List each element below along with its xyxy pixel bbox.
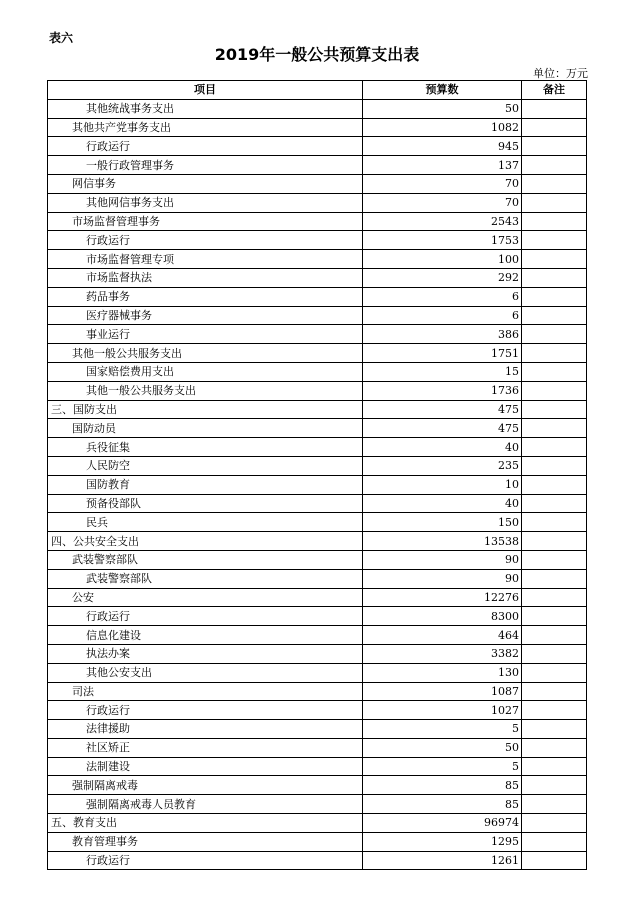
table-row — [48, 776, 587, 795]
row-item-name: 教育管理事务 — [48, 832, 363, 851]
table-row — [48, 193, 587, 212]
row-budget-amount: 137 — [363, 156, 522, 175]
row-item-name: 民兵 — [48, 513, 363, 532]
table-row — [48, 532, 587, 551]
row-budget-amount: 5 — [363, 720, 522, 739]
row-remark — [522, 494, 587, 513]
table-row — [48, 137, 587, 156]
unit-label: 单位：万元 — [533, 67, 588, 80]
row-item-name: 其他共产党事务支出 — [48, 118, 363, 137]
row-budget-amount: 90 — [363, 569, 522, 588]
row-remark — [522, 569, 587, 588]
table-row — [48, 287, 587, 306]
row-item-name: 五、教育支出 — [48, 814, 363, 833]
row-item-name: 国防动员 — [48, 419, 363, 438]
row-remark — [522, 400, 587, 419]
header-row — [48, 81, 587, 100]
row-item-name: 社区矫正 — [48, 738, 363, 757]
table-row — [48, 513, 587, 532]
row-budget-amount: 6 — [363, 306, 522, 325]
row-remark — [522, 250, 587, 269]
row-budget-amount: 12276 — [363, 588, 522, 607]
table-row — [48, 438, 587, 457]
row-item-name: 其他公安支出 — [48, 663, 363, 682]
row-remark — [522, 419, 587, 438]
row-budget-amount: 3382 — [363, 644, 522, 663]
table-row — [48, 569, 587, 588]
table-row — [48, 720, 587, 739]
row-budget-amount: 150 — [363, 513, 522, 532]
row-remark — [522, 795, 587, 814]
row-item-name: 其他统战事务支出 — [48, 99, 363, 118]
row-budget-amount: 13538 — [363, 532, 522, 551]
row-item-name: 法律援助 — [48, 720, 363, 739]
table-row — [48, 419, 587, 438]
row-remark — [522, 475, 587, 494]
row-item-name: 医疗器械事务 — [48, 306, 363, 325]
row-item-name: 事业运行 — [48, 325, 363, 344]
row-remark — [522, 720, 587, 739]
table-row — [48, 795, 587, 814]
row-item-name: 其他一般公共服务支出 — [48, 381, 363, 400]
table-row — [48, 701, 587, 720]
row-remark — [522, 513, 587, 532]
row-remark — [522, 757, 587, 776]
table-row — [48, 250, 587, 269]
row-budget-amount: 1087 — [363, 682, 522, 701]
row-budget-amount: 1261 — [363, 851, 522, 870]
table-row — [48, 156, 587, 175]
row-remark — [522, 456, 587, 475]
table-row — [48, 588, 587, 607]
row-remark — [522, 156, 587, 175]
row-remark — [522, 701, 587, 720]
table-row — [48, 814, 587, 833]
table-number-label: 表六 — [49, 31, 74, 45]
row-item-name: 执法办案 — [48, 644, 363, 663]
row-item-name: 网信事务 — [48, 174, 363, 193]
row-remark — [522, 193, 587, 212]
row-budget-amount: 292 — [363, 268, 522, 287]
row-budget-amount: 475 — [363, 400, 522, 419]
table-row — [48, 494, 587, 513]
table-row — [48, 174, 587, 193]
table-row — [48, 832, 587, 851]
table-row — [48, 550, 587, 569]
row-item-name: 四、公共安全支出 — [48, 532, 363, 551]
table-row — [48, 682, 587, 701]
table-row — [48, 212, 587, 231]
row-remark — [522, 344, 587, 363]
table-row — [48, 231, 587, 250]
row-remark — [522, 381, 587, 400]
row-budget-amount: 85 — [363, 795, 522, 814]
row-item-name: 司法 — [48, 682, 363, 701]
row-budget-amount: 85 — [363, 776, 522, 795]
row-item-name: 一般行政管理事务 — [48, 156, 363, 175]
table-row — [48, 456, 587, 475]
table-row — [48, 607, 587, 626]
budget-table — [47, 80, 587, 870]
row-budget-amount: 5 — [363, 757, 522, 776]
row-item-name: 法制建设 — [48, 757, 363, 776]
row-item-name: 市场监督管理事务 — [48, 212, 363, 231]
table-row — [48, 118, 587, 137]
row-item-name: 行政运行 — [48, 701, 363, 720]
row-item-name: 市场监督管理专项 — [48, 250, 363, 269]
row-budget-amount: 1295 — [363, 832, 522, 851]
table-row — [48, 381, 587, 400]
row-remark — [522, 137, 587, 156]
row-remark — [522, 268, 587, 287]
header-item: 项目 — [48, 81, 363, 100]
row-item-name: 公安 — [48, 588, 363, 607]
row-budget-amount: 96974 — [363, 814, 522, 833]
row-budget-amount: 386 — [363, 325, 522, 344]
row-budget-amount: 1736 — [363, 381, 522, 400]
row-remark — [522, 231, 587, 250]
table-row — [48, 757, 587, 776]
row-remark — [522, 626, 587, 645]
table-row — [48, 851, 587, 870]
row-remark — [522, 174, 587, 193]
row-remark — [522, 607, 587, 626]
row-item-name: 强制隔离戒毒 — [48, 776, 363, 795]
header-remark: 备注 — [522, 81, 587, 100]
row-item-name: 信息化建设 — [48, 626, 363, 645]
row-item-name: 其他一般公共服务支出 — [48, 344, 363, 363]
row-budget-amount: 70 — [363, 193, 522, 212]
row-budget-amount: 2543 — [363, 212, 522, 231]
table-row — [48, 626, 587, 645]
row-remark — [522, 118, 587, 137]
table-row — [48, 344, 587, 363]
row-remark — [522, 212, 587, 231]
row-budget-amount: 1027 — [363, 701, 522, 720]
row-remark — [522, 663, 587, 682]
row-item-name: 武装警察部队 — [48, 569, 363, 588]
row-item-name: 武装警察部队 — [48, 550, 363, 569]
row-remark — [522, 682, 587, 701]
row-budget-amount: 70 — [363, 174, 522, 193]
row-budget-amount: 6 — [363, 287, 522, 306]
row-item-name: 行政运行 — [48, 607, 363, 626]
table-row — [48, 362, 587, 381]
row-item-name: 其他网信事务支出 — [48, 193, 363, 212]
row-budget-amount: 40 — [363, 438, 522, 457]
row-budget-amount: 15 — [363, 362, 522, 381]
row-remark — [522, 776, 587, 795]
row-remark — [522, 99, 587, 118]
row-remark — [522, 325, 587, 344]
row-budget-amount: 945 — [363, 137, 522, 156]
row-remark — [522, 550, 587, 569]
header-amount: 预算数 — [363, 81, 522, 100]
table-row — [48, 663, 587, 682]
row-budget-amount: 50 — [363, 738, 522, 757]
row-budget-amount: 10 — [363, 475, 522, 494]
row-item-name: 市场监督执法 — [48, 268, 363, 287]
row-remark — [522, 287, 587, 306]
row-item-name: 药品事务 — [48, 287, 363, 306]
row-budget-amount: 1753 — [363, 231, 522, 250]
row-budget-amount: 40 — [363, 494, 522, 513]
row-remark — [522, 438, 587, 457]
table-row — [48, 99, 587, 118]
row-item-name: 三、国防支出 — [48, 400, 363, 419]
row-item-name: 国防教育 — [48, 475, 363, 494]
row-item-name: 强制隔离戒毒人员教育 — [48, 795, 363, 814]
row-remark — [522, 362, 587, 381]
row-remark — [522, 588, 587, 607]
row-budget-amount: 130 — [363, 663, 522, 682]
table-row — [48, 475, 587, 494]
table-row — [48, 738, 587, 757]
row-item-name: 行政运行 — [48, 851, 363, 870]
row-budget-amount: 8300 — [363, 607, 522, 626]
row-item-name: 国家赔偿费用支出 — [48, 362, 363, 381]
row-item-name: 行政运行 — [48, 137, 363, 156]
table-row — [48, 268, 587, 287]
row-remark — [522, 306, 587, 325]
row-budget-amount: 90 — [363, 550, 522, 569]
row-budget-amount: 1751 — [363, 344, 522, 363]
row-remark — [522, 532, 587, 551]
row-remark — [522, 832, 587, 851]
row-remark — [522, 738, 587, 757]
row-budget-amount: 100 — [363, 250, 522, 269]
table-row — [48, 306, 587, 325]
table-row — [48, 644, 587, 663]
row-item-name: 预备役部队 — [48, 494, 363, 513]
page-title: 2019年一般公共预算支出表 — [214, 45, 420, 64]
row-item-name: 兵役征集 — [48, 438, 363, 457]
row-item-name: 人民防空 — [48, 456, 363, 475]
row-remark — [522, 814, 587, 833]
row-budget-amount: 464 — [363, 626, 522, 645]
row-budget-amount: 235 — [363, 456, 522, 475]
row-remark — [522, 851, 587, 870]
row-budget-amount: 50 — [363, 99, 522, 118]
row-budget-amount: 475 — [363, 419, 522, 438]
row-item-name: 行政运行 — [48, 231, 363, 250]
row-remark — [522, 644, 587, 663]
table-row — [48, 400, 587, 419]
table-row — [48, 325, 587, 344]
row-budget-amount: 1082 — [363, 118, 522, 137]
